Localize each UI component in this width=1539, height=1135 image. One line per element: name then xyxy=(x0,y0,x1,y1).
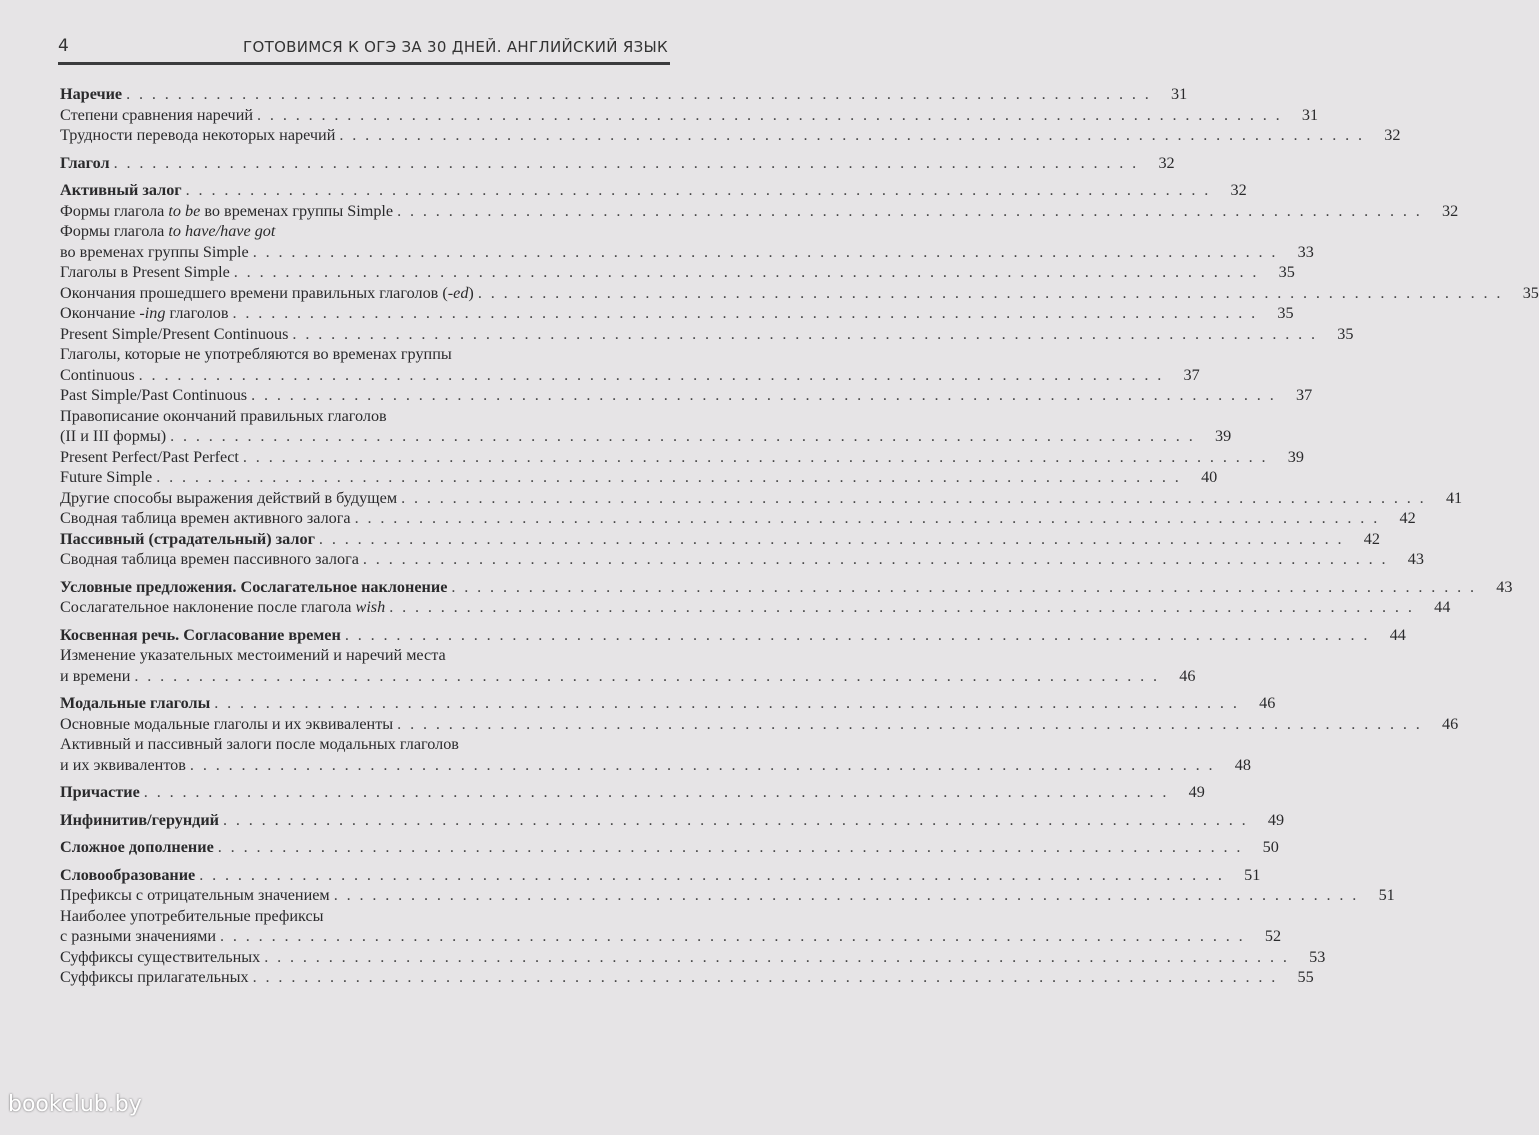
toc-entry-page: 32 xyxy=(1158,153,1175,172)
toc-entry-title: Условные предложения. Сослагательное наклонение xyxy=(60,577,448,596)
toc-entry-title-line: Правописание окончаний правильных глаголов xyxy=(60,406,387,425)
dot-leader: . . . . . . . . . . . . . . . . . . . . . . . . . . . . . . . . . . . . . . . . . . . . . . . . . . . . . . . . . . . . . . . . . . . . . . . . . . . . . . . . xyxy=(126,85,1152,103)
toc-entry[interactable] xyxy=(60,201,1459,222)
toc-entry-page: 41 xyxy=(1445,488,1463,507)
toc-entry-title: Суффиксы существительных xyxy=(60,947,261,966)
toc-entry-page: 39 xyxy=(1214,427,1232,445)
dot-leader: . . . . . . . . . . . . . . . . . . . . . . . . . . . . . . . . . . . . . . . . . . . . . . . . . . . . . . . . . . . . . . . . . . . . . . . . . . . . . . . . xyxy=(344,625,1370,644)
toc-section xyxy=(60,837,1279,858)
toc-entry-title: Окончания прошедшего времени правильных глаголов (-ed) xyxy=(60,283,474,302)
toc-entry-page: 48 xyxy=(1234,755,1251,774)
toc-entry[interactable] xyxy=(60,180,1247,201)
toc-entry-page: 46 xyxy=(1442,714,1459,733)
toc-entry[interactable] xyxy=(60,221,1314,262)
toc-entry-page: 31 xyxy=(1301,105,1319,124)
dot-leader: . . . . . . . . . . . . . . . . . . . . . . . . . . . . . . . . . . . . . . . . . . . . . . . . . . . . . . . . . . . . . . . . . . . . . . . . . . . . . . . . xyxy=(362,550,1388,568)
toc-entry[interactable] xyxy=(60,125,1401,146)
toc-entry[interactable] xyxy=(60,105,1319,126)
toc-entry[interactable] xyxy=(60,693,1276,714)
toc-entry-page: 37 xyxy=(1295,386,1313,404)
toc-entry-title: с разными значениями xyxy=(60,927,216,945)
toc-entry-title: и времени xyxy=(60,666,131,685)
toc-entry[interactable] xyxy=(60,303,1294,324)
toc-entry-page: 32 xyxy=(1230,181,1247,199)
toc-entry-title: Степени сравнения наречий xyxy=(60,105,254,124)
dot-leader: . . . . . . . . . . . . . . . . . . . . . . . . . . . . . . . . . . . . . . . . . . . . . . . . . . . . . . . . . . . . . . . . . . . . . . . . . . . . . . . . xyxy=(401,488,1427,507)
toc-entry[interactable] xyxy=(60,782,1205,803)
page-number: 4 xyxy=(58,36,69,56)
dot-leader: . . . . . . . . . . . . . . . . . . . . . . . . . . . . . . . . . . . . . . . . . . . . . . . . . . . . . . . . . . . . . . . . . . . . . . . . . . . . . . . . xyxy=(134,666,1160,685)
toc-entry-page: 35 xyxy=(1277,304,1294,322)
toc-entry[interactable] xyxy=(60,549,1424,570)
toc-entry-title: Сводная таблица времен активного залога xyxy=(60,509,351,527)
dot-leader: . . . . . . . . . . . . . . . . . . . . . . . . . . . . . . . . . . . . . . . . . . . . . . . . . . . . . . . . . . . . . . . . . . . . . . . . . . . . . . . . xyxy=(292,324,1318,343)
dot-leader: . . . . . . . . . . . . . . . . . . . . . . . . . . . . . . . . . . . . . . . . . . . . . . . . . . . . . . . . . . . . . . . . . . . . . . . . . . . . . . . . xyxy=(477,283,1503,302)
toc-entry-title-line: Наиболее употребительные префиксы xyxy=(60,906,324,925)
toc-entry-title: Формы глагола to be во временах группы Simple xyxy=(60,201,394,220)
toc-entry[interactable] xyxy=(60,645,1196,686)
toc-entry-title: Окончание -ing глаголов xyxy=(60,304,229,322)
dot-leader: . . . . . . . . . . . . . . . . . . . . . . . . . . . . . . . . . . . . . . . . . . . . . . . . . . . . . . . . . . . . . . . . . . . . . . . . . . . . . . . . xyxy=(214,694,1240,712)
toc-section xyxy=(60,180,1539,570)
toc-entry-page: 49 xyxy=(1188,783,1205,801)
dot-leader: . . . . . . . . . . . . . . . . . . . . . . . . . . . . . . . . . . . . . . . . . . . . . . . . . . . . . . . . . . . . . . . . . . . . . . . . . . . . . . . . xyxy=(217,838,1243,856)
toc-entry-title: Причастие xyxy=(60,783,140,801)
toc-entry-title: Модальные глаголы xyxy=(60,694,211,712)
toc-entry-title: Словообразование xyxy=(60,865,196,884)
dot-leader: . . . . . . . . . . . . . . . . . . . . . . . . . . . . . . . . . . . . . . . . . . . . . . . . . . . . . . . . . . . . . . . . . . . . . . . . . . . . . . . . xyxy=(242,447,1268,466)
toc-entry-title: Основные модальные глаголы и их эквиваленты xyxy=(60,714,394,733)
toc-entry-title-line: Активный и пассивный залоги после модальных глаголов xyxy=(60,735,459,753)
dot-leader: . . . . . . . . . . . . . . . . . . . . . . . . . . . . . . . . . . . . . . . . . . . . . . . . . . . . . . . . . . . . . . . . . . . . . . . . . . . . . . . . xyxy=(156,468,1182,486)
toc-entry-title: и их эквивалентов xyxy=(60,755,186,774)
dot-leader: . . . . . . . . . . . . . . . . . . . . . . . . . . . . . . . . . . . . . . . . . . . . . . . . . . . . . . . . . . . . . . . . . . . . . . . . . . . . . . . . xyxy=(170,427,1196,445)
toc-entry-page: 55 xyxy=(1297,968,1314,986)
toc-entry[interactable] xyxy=(60,734,1251,775)
toc-entry-page: 39 xyxy=(1287,447,1304,466)
toc-entry-page: 42 xyxy=(1399,509,1416,527)
toc-entry[interactable] xyxy=(60,153,1175,174)
toc-entry-page: 44 xyxy=(1389,625,1406,644)
toc-entry[interactable] xyxy=(60,947,1326,968)
dot-leader: . . . . . . . . . . . . . . . . . . . . . . . . . . . . . . . . . . . . . . . . . . . . . . . . . . . . . . . . . . . . . . . . . . . . . . . . . . . . . . . . xyxy=(223,810,1249,829)
toc-entry[interactable] xyxy=(60,262,1295,283)
dot-leader: . . . . . . . . . . . . . . . . . . . . . . . . . . . . . . . . . . . . . . . . . . . . . . . . . . . . . . . . . . . . . . . . . . . . . . . . . . . . . . . . xyxy=(251,386,1277,404)
toc-entry[interactable] xyxy=(60,810,1285,831)
dot-leader: . . . . . . . . . . . . . . . . . . . . . . . . . . . . . . . . . . . . . . . . . . . . . . . . . . . . . . . . . . . . . . . . . . . . . . . . . . . . . . . . xyxy=(113,153,1139,172)
dot-leader: . . . . . . . . . . . . . . . . . . . . . . . . . . . . . . . . . . . . . . . . . . . . . . . . . . . . . . . . . . . . . . . . . . . . . . . . . . . . . . . . xyxy=(354,509,1380,527)
toc-entry-page: 40 xyxy=(1201,468,1218,486)
toc-section xyxy=(60,693,1459,775)
toc-section xyxy=(60,84,1401,146)
toc-section xyxy=(60,810,1285,831)
toc-entry-title: Активный залог xyxy=(60,181,182,199)
toc-entry-title: (II и III формы) xyxy=(60,427,167,445)
dot-leader: . . . . . . . . . . . . . . . . . . . . . . . . . . . . . . . . . . . . . . . . . . . . . . . . . . . . . . . . . . . . . . . . . . . . . . . . . . . . . . . . xyxy=(233,263,1259,281)
toc-entry-title: во временах группы Simple xyxy=(60,242,249,261)
toc-entry-page: 49 xyxy=(1267,810,1285,829)
toc-entry[interactable] xyxy=(60,529,1380,550)
dot-leader: . . . . . . . . . . . . . . . . . . . . . . . . . . . . . . . . . . . . . . . . . . . . . . . . . . . . . . . . . . . . . . . . . . . . . . . . . . . . . . . . xyxy=(397,714,1423,733)
header-rule xyxy=(58,62,670,65)
dot-leader: . . . . . . . . . . . . . . . . . . . . . . . . . . . . . . . . . . . . . . . . . . . . . . . . . . . . . . . . . . . . . . . . . . . . . . . . . . . . . . . . xyxy=(252,242,1278,261)
toc-entry-page: 31 xyxy=(1171,85,1188,103)
toc-entry-page: 43 xyxy=(1407,550,1424,568)
toc-entry-title: Пассивный (страдательный) залог xyxy=(60,529,315,548)
toc-entry-page: 46 xyxy=(1259,694,1276,712)
toc-entry-page: 35 xyxy=(1337,324,1354,343)
dot-leader: . . . . . . . . . . . . . . . . . . . . . . . . . . . . . . . . . . . . . . . . . . . . . . . . . . . . . . . . . . . . . . . . . . . . . . . . . . . . . . . . xyxy=(232,304,1258,322)
toc-entry[interactable] xyxy=(60,837,1279,858)
toc-section xyxy=(60,625,1406,687)
dot-leader: . . . . . . . . . . . . . . . . . . . . . . . . . . . . . . . . . . . . . . . . . . . . . . . . . . . . . . . . . . . . . . . . . . . . . . . . . . . . . . . . xyxy=(333,886,1359,904)
toc-entry[interactable] xyxy=(60,865,1261,886)
toc-entry-page: 46 xyxy=(1179,666,1196,685)
toc-section xyxy=(60,577,1513,618)
toc-entry-title: Future Simple xyxy=(60,468,153,486)
toc-entry[interactable] xyxy=(60,597,1451,618)
toc-entry-page: 42 xyxy=(1363,529,1380,548)
toc-entry-page: 52 xyxy=(1264,927,1282,945)
toc-entry[interactable] xyxy=(60,385,1313,406)
toc-entry-title: Косвенная речь. Согласование времен xyxy=(60,625,341,644)
toc-entry-page: 50 xyxy=(1262,838,1279,856)
toc-entry-page: 35 xyxy=(1278,263,1295,281)
toc-entry-title: Наречие xyxy=(60,85,123,103)
toc-entry-page: 51 xyxy=(1378,886,1395,904)
dot-leader: . . . . . . . . . . . . . . . . . . . . . . . . . . . . . . . . . . . . . . . . . . . . . . . . . . . . . . . . . . . . . . . . . . . . . . . . . . . . . . . . xyxy=(220,927,1246,945)
toc-entry[interactable] xyxy=(60,467,1218,488)
toc-entry-page: 44 xyxy=(1434,598,1451,616)
toc-entry[interactable] xyxy=(60,406,1232,447)
toc-entry-title: Past Simple/Past Continuous xyxy=(60,386,248,404)
table-of-contents xyxy=(60,84,1539,995)
toc-entry-title: Суффиксы прилагательных xyxy=(60,968,249,986)
toc-entry-title: Сложное дополнение xyxy=(60,838,214,856)
toc-entry-page: 53 xyxy=(1309,947,1326,966)
toc-entry-title: Present Perfect/Past Perfect xyxy=(60,447,239,466)
dot-leader: . . . . . . . . . . . . . . . . . . . . . . . . . . . . . . . . . . . . . . . . . . . . . . . . . . . . . . . . . . . . . . . . . . . . . . . . . . . . . . . . xyxy=(264,947,1290,966)
dot-leader: . . . . . . . . . . . . . . . . . . . . . . . . . . . . . . . . . . . . . . . . . . . . . . . . . . . . . . . . . . . . . . . . . . . . . . . . . . . . . . . . xyxy=(199,865,1225,884)
toc-entry[interactable] xyxy=(60,577,1513,598)
dot-leader: . . . . . . . . . . . . . . . . . . . . . . . . . . . . . . . . . . . . . . . . . . . . . . . . . . . . . . . . . . . . . . . . . . . . . . . . . . . . . . . . xyxy=(185,181,1211,199)
toc-entry-page: 32 xyxy=(1384,126,1401,144)
toc-entry[interactable] xyxy=(60,488,1463,509)
toc-entry-page: 32 xyxy=(1442,201,1459,220)
toc-entry[interactable] xyxy=(60,625,1406,646)
toc-entry[interactable] xyxy=(60,714,1459,735)
dot-leader: . . . . . . . . . . . . . . . . . . . . . . . . . . . . . . . . . . . . . . . . . . . . . . . . . . . . . . . . . . . . . . . . . . . . . . . . . . . . . . . . xyxy=(138,365,1164,384)
toc-entry[interactable] xyxy=(60,447,1304,468)
toc-entry[interactable] xyxy=(60,344,1200,385)
toc-entry-title: Глаголы в Present Simple xyxy=(60,263,230,281)
toc-entry-title: Сводная таблица времен пассивного залога xyxy=(60,550,359,568)
dot-leader: . . . . . . . . . . . . . . . . . . . . . . . . . . . . . . . . . . . . . . . . . . . . . . . . . . . . . . . . . . . . . . . . . . . . . . . . . . . . . . . . xyxy=(252,968,1278,986)
toc-entry[interactable] xyxy=(60,84,1188,105)
dot-leader: . . . . . . . . . . . . . . . . . . . . . . . . . . . . . . . . . . . . . . . . . . . . . . . . . . . . . . . . . . . . . . . . . . . . . . . . . . . . . . . . xyxy=(397,201,1423,220)
toc-entry[interactable] xyxy=(60,967,1314,988)
toc-entry-page: 37 xyxy=(1183,365,1200,384)
dot-leader: . . . . . . . . . . . . . . . . . . . . . . . . . . . . . . . . . . . . . . . . . . . . . . . . . . . . . . . . . . . . . . . . . . . . . . . . . . . . . . . . xyxy=(318,529,1344,548)
dot-leader: . . . . . . . . . . . . . . . . . . . . . . . . . . . . . . . . . . . . . . . . . . . . . . . . . . . . . . . . . . . . . . . . . . . . . . . . . . . . . . . . xyxy=(339,126,1365,144)
toc-entry-title: Present Simple/Present Continuous xyxy=(60,324,289,343)
toc-entry-page: 35 xyxy=(1522,283,1539,302)
watermark: bookclub.by xyxy=(8,1092,142,1117)
toc-entry-page: 51 xyxy=(1244,865,1261,884)
page-header xyxy=(58,36,668,60)
toc-entry[interactable] xyxy=(60,283,1539,304)
toc-entry-title: Трудности перевода некоторых наречий xyxy=(60,126,336,144)
toc-entry[interactable] xyxy=(60,324,1354,345)
dot-leader: . . . . . . . . . . . . . . . . . . . . . . . . . . . . . . . . . . . . . . . . . . . . . . . . . . . . . . . . . . . . . . . . . . . . . . . . . . . . . . . . xyxy=(389,598,1415,616)
toc-entry-title-line: Изменение указательных местоимений и наречий места xyxy=(60,646,446,664)
dot-leader: . . . . . . . . . . . . . . . . . . . . . . . . . . . . . . . . . . . . . . . . . . . . . . . . . . . . . . . . . . . . . . . . . . . . . . . . . . . . . . . . xyxy=(143,783,1169,801)
toc-entry-title-line: Формы глагола to have/have got xyxy=(60,222,276,240)
toc-entry-title: Другие способы выражения действий в будущем xyxy=(60,488,398,507)
toc-entry-title: Continuous xyxy=(60,365,135,384)
toc-section xyxy=(60,782,1205,803)
toc-entry[interactable] xyxy=(60,885,1395,906)
toc-entry-title: Инфинитив/герундий xyxy=(60,810,219,829)
toc-entry-title: Префиксы с отрицательным значением xyxy=(60,886,330,904)
dot-leader: . . . . . . . . . . . . . . . . . . . . . . . . . . . . . . . . . . . . . . . . . . . . . . . . . . . . . . . . . . . . . . . . . . . . . . . . . . . . . . . . xyxy=(451,577,1477,596)
toc-section xyxy=(60,153,1175,174)
toc-entry[interactable] xyxy=(60,508,1416,529)
toc-entry-title: Глагол xyxy=(60,153,110,172)
dot-leader: . . . . . . . . . . . . . . . . . . . . . . . . . . . . . . . . . . . . . . . . . . . . . . . . . . . . . . . . . . . . . . . . . . . . . . . . . . . . . . . . xyxy=(189,755,1215,774)
toc-entry[interactable] xyxy=(60,906,1282,947)
dot-leader: . . . . . . . . . . . . . . . . . . . . . . . . . . . . . . . . . . . . . . . . . . . . . . . . . . . . . . . . . . . . . . . . . . . . . . . . . . . . . . . . xyxy=(257,105,1283,124)
toc-entry-page: 43 xyxy=(1496,577,1513,596)
toc-section xyxy=(60,865,1395,988)
running-title: ГОТОВИМСЯ К ОГЭ ЗА 30 ДНЕЙ. АНГЛИЙСКИЙ ЯЗЫК xyxy=(243,38,668,56)
toc-entry-page: 33 xyxy=(1297,242,1314,261)
toc-entry-title: Сослагательное наклонение после глагола wish xyxy=(60,598,386,616)
toc-entry-title-line: Глаголы, которые не употребляются во временах группы xyxy=(60,345,452,363)
